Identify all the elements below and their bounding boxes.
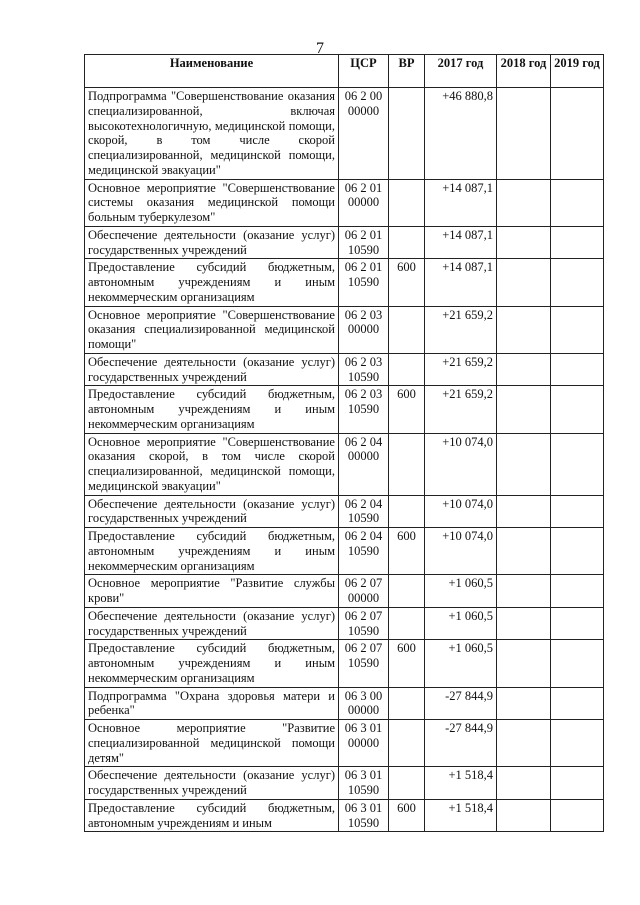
budget-table: [84, 54, 604, 832]
cell-name: Основное мероприятие "Развитие службы крови": [85, 575, 339, 608]
cell-2017: +46 880,8: [425, 88, 497, 180]
cell-name: Обеспечение деятельности (оказание услуг) государственных учреждений: [85, 767, 339, 800]
cell-2019: [551, 607, 604, 640]
cell-2019: [551, 226, 604, 259]
cell-name: Обеспечение деятельности (оказание услуг) государственных учреждений: [85, 607, 339, 640]
cell-2019: [551, 767, 604, 800]
table-row: [85, 528, 604, 575]
cell-2017: +1 060,5: [425, 640, 497, 687]
cell-vr: [389, 575, 425, 608]
cell-vr: [389, 88, 425, 180]
table-row: [85, 640, 604, 687]
header-name: Наименование: [85, 55, 339, 88]
header-2019: 2019 год: [551, 55, 604, 88]
cell-vr: 600: [389, 799, 425, 832]
cell-2017: +10 074,0: [425, 528, 497, 575]
cell-name: Обеспечение деятельности (оказание услуг) государственных учреждений: [85, 495, 339, 528]
table-row: [85, 353, 604, 386]
cell-name: Подпрограмма "Охрана здоровья матери и ребенка": [85, 687, 339, 720]
cell-csr: 06 2 00 00000: [339, 88, 389, 180]
cell-csr: 06 2 01 10590: [339, 259, 389, 306]
cell-csr: 06 2 07 00000: [339, 575, 389, 608]
cell-2019: [551, 640, 604, 687]
cell-2019: [551, 433, 604, 495]
cell-2017: +1 060,5: [425, 575, 497, 608]
table-row: [85, 607, 604, 640]
cell-csr: 06 2 03 00000: [339, 306, 389, 353]
cell-2019: [551, 799, 604, 832]
cell-2018: [497, 575, 551, 608]
cell-csr: 06 2 04 10590: [339, 495, 389, 528]
cell-name: Обеспечение деятельности (оказание услуг) государственных учреждений: [85, 226, 339, 259]
cell-2019: [551, 386, 604, 433]
cell-2018: [497, 799, 551, 832]
cell-vr: [389, 687, 425, 720]
cell-name: Предоставление субсидий бюджетным, автономным учреждениям и иным некоммерческим организациям: [85, 259, 339, 306]
header-2018: 2018 год: [497, 55, 551, 88]
cell-2018: [497, 495, 551, 528]
cell-2019: [551, 575, 604, 608]
cell-name: Основное мероприятие "Развитие специализированной медицинской помощи детям": [85, 720, 339, 767]
cell-2019: [551, 528, 604, 575]
table-row: [85, 386, 604, 433]
cell-csr: 06 2 04 00000: [339, 433, 389, 495]
cell-2017: +10 074,0: [425, 495, 497, 528]
header-csr: ЦСР: [339, 55, 389, 88]
cell-name: Предоставление субсидий бюджетным, автономным учреждениям и иным: [85, 799, 339, 832]
table-row: [85, 767, 604, 800]
cell-name: Основное мероприятие "Совершенствование оказания скорой, в том числе скорой специализированной, медицинской помощи, медицинской эвакуации": [85, 433, 339, 495]
table-row: [85, 433, 604, 495]
cell-2018: [497, 528, 551, 575]
cell-2018: [497, 767, 551, 800]
cell-2018: [497, 226, 551, 259]
cell-2018: [497, 687, 551, 720]
cell-2017: +10 074,0: [425, 433, 497, 495]
cell-csr: 06 2 01 10590: [339, 226, 389, 259]
table-row: [85, 226, 604, 259]
cell-2018: [497, 306, 551, 353]
cell-vr: [389, 306, 425, 353]
cell-csr: 06 3 01 10590: [339, 767, 389, 800]
cell-name: Подпрограмма "Совершенствование оказания специализированной, включая высокотехнологичную, медицинской помощи, скорой, в том числе скорой специализированной, медицинской помощи, медицинской эвакуации": [85, 88, 339, 180]
cell-name: Предоставление субсидий бюджетным, автономным учреждениям и иным некоммерческим организациям: [85, 640, 339, 687]
cell-name: Предоставление субсидий бюджетным, автономным учреждениям и иным некоммерческим организациям: [85, 386, 339, 433]
cell-name: Предоставление субсидий бюджетным, автономным учреждениям и иным некоммерческим организациям: [85, 528, 339, 575]
cell-2019: [551, 687, 604, 720]
cell-2017: +1 518,4: [425, 767, 497, 800]
cell-csr: 06 3 01 00000: [339, 720, 389, 767]
cell-2018: [497, 720, 551, 767]
cell-2018: [497, 353, 551, 386]
cell-2019: [551, 259, 604, 306]
cell-2018: [497, 88, 551, 180]
cell-csr: 06 2 03 10590: [339, 386, 389, 433]
table-row: [85, 179, 604, 226]
table-row: [85, 306, 604, 353]
cell-2019: [551, 495, 604, 528]
cell-2017: -27 844,9: [425, 720, 497, 767]
cell-name: Основное мероприятие "Совершенствование системы оказания медицинской помощи больным туберкулезом": [85, 179, 339, 226]
cell-vr: [389, 179, 425, 226]
cell-csr: 06 2 01 00000: [339, 179, 389, 226]
cell-2017: -27 844,9: [425, 687, 497, 720]
table-row: [85, 575, 604, 608]
cell-2017: +14 087,1: [425, 226, 497, 259]
cell-2018: [497, 179, 551, 226]
cell-2019: [551, 179, 604, 226]
cell-2018: [497, 386, 551, 433]
cell-2017: +14 087,1: [425, 259, 497, 306]
cell-name: Основное мероприятие "Совершенствование оказания специализированной медицинской помощи": [85, 306, 339, 353]
cell-2017: +1 060,5: [425, 607, 497, 640]
table-row: [85, 799, 604, 832]
header-2017: 2017 год: [425, 55, 497, 88]
cell-vr: 600: [389, 259, 425, 306]
cell-2019: [551, 720, 604, 767]
cell-csr: 06 2 04 10590: [339, 528, 389, 575]
header-vr: ВР: [389, 55, 425, 88]
cell-csr: 06 2 07 10590: [339, 607, 389, 640]
cell-csr: 06 2 03 10590: [339, 353, 389, 386]
page-number: 7: [316, 40, 324, 57]
cell-2017: +21 659,2: [425, 386, 497, 433]
cell-vr: [389, 495, 425, 528]
cell-vr: [389, 433, 425, 495]
cell-2017: +14 087,1: [425, 179, 497, 226]
cell-vr: [389, 226, 425, 259]
cell-vr: 600: [389, 386, 425, 433]
cell-name: Обеспечение деятельности (оказание услуг) государственных учреждений: [85, 353, 339, 386]
cell-csr: 06 2 07 10590: [339, 640, 389, 687]
cell-2018: [497, 259, 551, 306]
table-row: [85, 259, 604, 306]
cell-vr: 600: [389, 528, 425, 575]
cell-2017: +21 659,2: [425, 353, 497, 386]
cell-2017: +1 518,4: [425, 799, 497, 832]
table-row: [85, 720, 604, 767]
cell-csr: 06 3 01 10590: [339, 799, 389, 832]
table-row: [85, 687, 604, 720]
cell-csr: 06 3 00 00000: [339, 687, 389, 720]
cell-2019: [551, 88, 604, 180]
cell-2018: [497, 640, 551, 687]
cell-vr: [389, 607, 425, 640]
table-header-row: [85, 55, 604, 88]
cell-vr: [389, 720, 425, 767]
cell-vr: [389, 767, 425, 800]
table-row: [85, 88, 604, 180]
cell-2018: [497, 433, 551, 495]
cell-vr: [389, 353, 425, 386]
cell-2017: +21 659,2: [425, 306, 497, 353]
cell-2019: [551, 306, 604, 353]
cell-vr: 600: [389, 640, 425, 687]
table-row: [85, 495, 604, 528]
cell-2018: [497, 607, 551, 640]
cell-2019: [551, 353, 604, 386]
